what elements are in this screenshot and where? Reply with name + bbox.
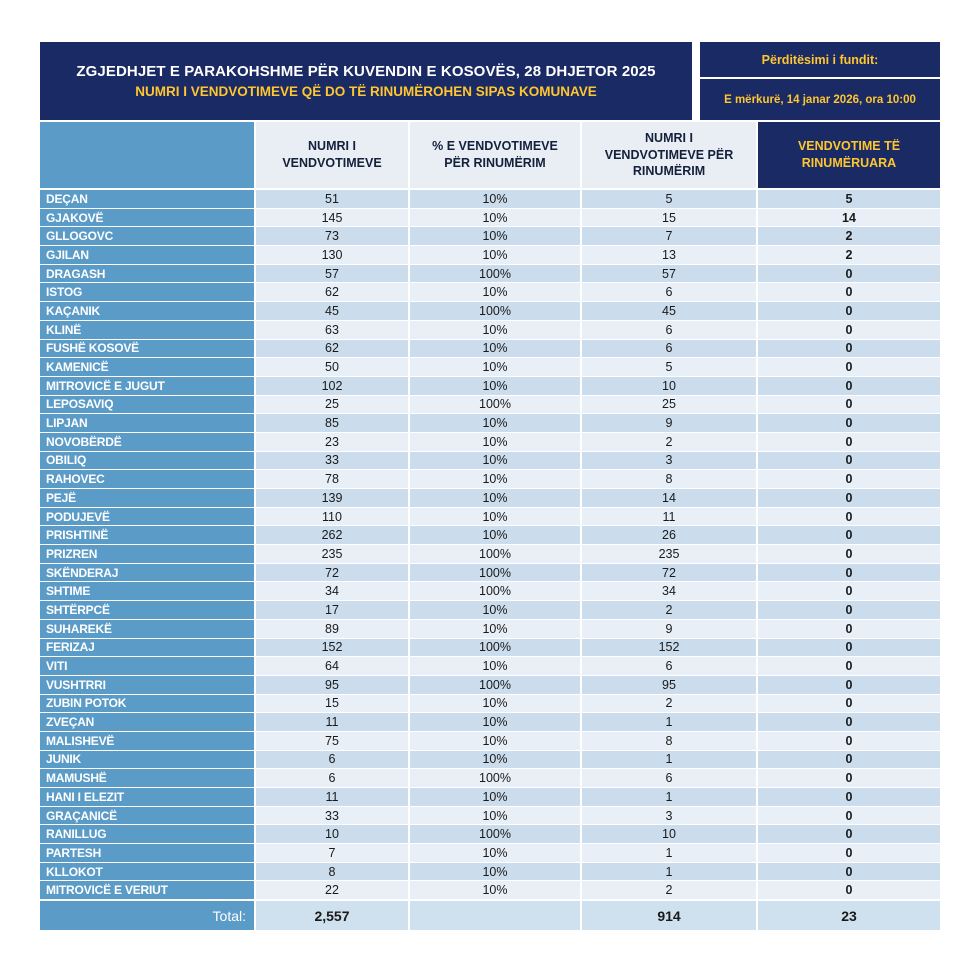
recounted-cell: 0 [758,508,940,526]
polling-stations-cell: 110 [256,508,408,526]
recounted-cell: 0 [758,489,940,507]
recount-count-cell: 2 [582,881,756,899]
recounted-cell: 0 [758,695,940,713]
recounted-cell: 0 [758,601,940,619]
recounted-cell: 0 [758,620,940,638]
recount-count-cell: 8 [582,732,756,750]
polling-stations-cell: 45 [256,302,408,320]
recounted-cell: 0 [758,751,940,769]
polling-stations-cell: 235 [256,545,408,563]
header-recount-count: NUMRI I VENDVOTIMEVE PËR RINUMËRIM [582,122,756,188]
polling-stations-cell: 62 [256,283,408,301]
municipality-cell: SHTIME [40,582,254,600]
recount-count-cell: 9 [582,620,756,638]
recount-percent-cell: 10% [410,807,580,825]
recounted-cell: 0 [758,807,940,825]
recount-percent-cell: 10% [410,470,580,488]
recounted-cell: 0 [758,582,940,600]
municipality-cell: MALISHEVË [40,732,254,750]
recount-percent-cell: 10% [410,881,580,899]
municipality-cell: MITROVICË E VERIUT [40,881,254,899]
table-row [40,713,940,731]
recounted-cell: 0 [758,433,940,451]
recount-count-cell: 26 [582,526,756,544]
recount-count-cell: 2 [582,695,756,713]
polling-stations-cell: 85 [256,414,408,432]
municipality-cell: RANILLUG [40,825,254,843]
polling-stations-cell: 145 [256,209,408,227]
municipality-cell: ZVEÇAN [40,713,254,731]
polling-stations-cell: 11 [256,713,408,731]
table-row [40,639,940,657]
recount-count-cell: 10 [582,825,756,843]
table-row [40,564,940,582]
table-row [40,620,940,638]
recounted-cell: 0 [758,358,940,376]
table-row [40,190,940,208]
municipality-cell: PEJË [40,489,254,507]
recount-count-cell: 1 [582,788,756,806]
recount-count-cell: 235 [582,545,756,563]
recount-percent-cell: 100% [410,582,580,600]
recount-count-cell: 1 [582,713,756,731]
municipality-cell: PODUJEVË [40,508,254,526]
recounted-cell: 0 [758,769,940,787]
municipality-cell: SUHAREKË [40,620,254,638]
recount-count-cell: 7 [582,227,756,245]
recount-percent-cell: 10% [410,227,580,245]
recounted-cell: 0 [758,302,940,320]
table-row [40,825,940,843]
polling-stations-cell: 102 [256,377,408,395]
table-row [40,470,940,488]
polling-stations-cell: 62 [256,340,408,358]
polling-stations-cell: 130 [256,246,408,264]
municipality-cell: RAHOVEC [40,470,254,488]
table-row [40,377,940,395]
municipality-cell: GJAKOVË [40,209,254,227]
polling-stations-cell: 34 [256,582,408,600]
recounted-cell: 0 [758,825,940,843]
recount-percent-cell: 10% [410,695,580,713]
table-row [40,209,940,227]
recount-count-cell: 10 [582,377,756,395]
recount-percent-cell: 10% [410,732,580,750]
polling-stations-cell: 152 [256,639,408,657]
recount-count-cell: 15 [582,209,756,227]
polling-stations-cell: 6 [256,769,408,787]
total-recount-percent [410,901,580,930]
report-title-block [40,42,692,120]
table-row [40,601,940,619]
recount-percent-cell: 10% [410,713,580,731]
recounted-cell: 0 [758,788,940,806]
polling-stations-cell: 73 [256,227,408,245]
table-body [40,190,940,899]
total-label: Total: [40,901,254,930]
recount-count-cell: 8 [582,470,756,488]
report-header [40,42,940,120]
header-recount-percent: % E VENDVOTIMEVE PËR RINUMËRIM [410,122,580,188]
table-total-row [40,901,940,930]
municipality-cell: FUSHË KOSOVË [40,340,254,358]
polling-stations-cell: 11 [256,788,408,806]
polling-stations-cell: 89 [256,620,408,638]
recount-percent-cell: 100% [410,545,580,563]
recount-count-cell: 6 [582,283,756,301]
polling-stations-cell: 22 [256,881,408,899]
report-subtitle: NUMRI I VENDVOTIMEVE QË DO TË RINUMËROHEN SIPAS KOMUNAVE [135,84,597,99]
polling-stations-cell: 262 [256,526,408,544]
recounted-cell: 0 [758,414,940,432]
total-polling-stations: 2,557 [256,901,408,930]
municipality-cell: MAMUSHË [40,769,254,787]
header-municipality-cell [40,122,254,188]
municipality-cell: KLINË [40,321,254,339]
polling-stations-cell: 33 [256,452,408,470]
recounted-cell: 0 [758,526,940,544]
recount-percent-cell: 100% [410,676,580,694]
recounted-cell: 0 [758,844,940,862]
recounted-cell: 2 [758,227,940,245]
recount-count-cell: 152 [582,639,756,657]
table-row [40,265,940,283]
recount-percent-cell: 100% [410,825,580,843]
municipality-cell: LIPJAN [40,414,254,432]
table-row [40,489,940,507]
table-row [40,807,940,825]
recounted-cell: 0 [758,396,940,414]
polling-stations-cell: 50 [256,358,408,376]
table-row [40,881,940,899]
table-row [40,452,940,470]
recount-count-cell: 95 [582,676,756,694]
recounted-cell: 14 [758,209,940,227]
municipality-cell: LEPOSAVIQ [40,396,254,414]
recounted-cell: 0 [758,283,940,301]
table-row [40,283,940,301]
recount-count-cell: 6 [582,657,756,675]
recounted-cell: 0 [758,676,940,694]
recount-percent-cell: 100% [410,396,580,414]
recount-count-cell: 5 [582,358,756,376]
recount-count-cell: 57 [582,265,756,283]
recount-percent-cell: 10% [410,489,580,507]
municipality-cell: MITROVICË E JUGUT [40,377,254,395]
recount-percent-cell: 10% [410,433,580,451]
table-row [40,414,940,432]
recount-count-cell: 6 [582,769,756,787]
recount-percent-cell: 10% [410,751,580,769]
last-update-block [700,42,940,120]
recount-percent-cell: 10% [410,283,580,301]
recounted-cell: 0 [758,265,940,283]
recount-count-cell: 1 [582,751,756,769]
recount-percent-cell: 10% [410,377,580,395]
municipality-cell: KAÇANIK [40,302,254,320]
municipality-cell: JUNIK [40,751,254,769]
municipality-cell: DRAGASH [40,265,254,283]
table-row [40,732,940,750]
recount-count-cell: 3 [582,452,756,470]
polling-stations-cell: 15 [256,695,408,713]
recount-percent-cell: 10% [410,246,580,264]
recount-percent-cell: 10% [410,414,580,432]
polling-stations-cell: 63 [256,321,408,339]
table-row [40,227,940,245]
polling-stations-cell: 139 [256,489,408,507]
table-row [40,358,940,376]
municipality-cell: OBILIQ [40,452,254,470]
recount-percent-cell: 100% [410,769,580,787]
table-row [40,433,940,451]
table-row [40,321,940,339]
municipality-cell: ZUBIN POTOK [40,695,254,713]
last-update-value: E mërkurë, 14 janar 2026, ora 10:00 [724,93,916,106]
recount-percent-cell: 10% [410,321,580,339]
municipality-cell: PARTESH [40,844,254,862]
table-row [40,246,940,264]
recount-count-cell: 2 [582,601,756,619]
recounted-cell: 0 [758,452,940,470]
recount-count-cell: 2 [582,433,756,451]
recount-percent-cell: 10% [410,340,580,358]
municipality-cell: GJILAN [40,246,254,264]
recount-count-cell: 13 [582,246,756,264]
recount-percent-cell: 10% [410,190,580,208]
table-row [40,769,940,787]
recount-count-cell: 6 [582,340,756,358]
recount-count-cell: 14 [582,489,756,507]
recount-percent-cell: 100% [410,564,580,582]
table-row [40,545,940,563]
recounted-cell: 0 [758,732,940,750]
recount-count-cell: 25 [582,396,756,414]
table-row [40,526,940,544]
recount-count-cell: 72 [582,564,756,582]
municipality-cell: KAMENICË [40,358,254,376]
recounted-cell: 0 [758,470,940,488]
recount-count-cell: 45 [582,302,756,320]
polling-stations-cell: 17 [256,601,408,619]
polling-stations-cell: 51 [256,190,408,208]
recount-percent-cell: 10% [410,358,580,376]
table-row [40,302,940,320]
recount-percent-cell: 10% [410,526,580,544]
polling-stations-cell: 10 [256,825,408,843]
recount-percent-cell: 100% [410,302,580,320]
table-header-row [40,122,940,188]
polling-stations-cell: 7 [256,844,408,862]
polling-stations-cell: 6 [256,751,408,769]
table-row [40,396,940,414]
polling-stations-cell: 33 [256,807,408,825]
last-update-label: Përditësimi i fundit: [700,42,940,79]
table-row [40,695,940,713]
recount-percent-cell: 10% [410,620,580,638]
recount-count-cell: 6 [582,321,756,339]
recount-percent-cell: 10% [410,209,580,227]
recount-count-cell: 5 [582,190,756,208]
recount-percent-cell: 10% [410,844,580,862]
municipality-cell: PRIZREN [40,545,254,563]
table-row [40,788,940,806]
recount-count-cell: 34 [582,582,756,600]
table-row [40,751,940,769]
recount-count-cell: 11 [582,508,756,526]
table-row [40,582,940,600]
recounted-cell: 0 [758,639,940,657]
recount-percent-cell: 10% [410,657,580,675]
recounted-cell: 0 [758,564,940,582]
municipality-cell: GLLOGOVC [40,227,254,245]
polling-stations-cell: 75 [256,732,408,750]
recount-percent-cell: 10% [410,601,580,619]
municipality-cell: DEÇAN [40,190,254,208]
total-recount-count: 914 [582,901,756,930]
recounted-cell: 0 [758,321,940,339]
recount-percent-cell: 100% [410,265,580,283]
report-title: ZGJEDHJET E PARAKOHSHME PËR KUVENDIN E KOSOVËS, 28 DHJETOR 2025 [76,63,656,80]
table-row [40,844,940,862]
recounted-cell: 0 [758,657,940,675]
recounted-cell: 0 [758,377,940,395]
municipality-cell: FERIZAJ [40,639,254,657]
recount-percent-cell: 100% [410,639,580,657]
recounted-cell: 2 [758,246,940,264]
polling-stations-cell: 95 [256,676,408,694]
recount-count-cell: 3 [582,807,756,825]
municipality-cell: SHTËRPCË [40,601,254,619]
municipality-cell: VUSHTRRI [40,676,254,694]
recounted-cell: 0 [758,881,940,899]
recount-count-cell: 9 [582,414,756,432]
polling-stations-cell: 25 [256,396,408,414]
recount-percent-cell: 10% [410,452,580,470]
polling-stations-cell: 8 [256,863,408,881]
report-sheet [40,42,940,930]
header-polling-stations: NUMRI I VENDVOTIMEVE [256,122,408,188]
table-row [40,676,940,694]
table-row [40,508,940,526]
recounted-cell: 0 [758,713,940,731]
municipality-cell: KLLOKOT [40,863,254,881]
recount-percent-cell: 10% [410,788,580,806]
polling-stations-cell: 78 [256,470,408,488]
polling-stations-cell: 72 [256,564,408,582]
municipality-cell: PRISHTINË [40,526,254,544]
recount-count-cell: 1 [582,844,756,862]
municipality-cell: SKËNDERAJ [40,564,254,582]
recount-percent-cell: 10% [410,508,580,526]
polling-stations-cell: 23 [256,433,408,451]
municipality-cell: ISTOG [40,283,254,301]
header-recounted: VENDVOTIME TË RINUMËRUARA [758,122,940,188]
municipality-cell: NOVOBËRDË [40,433,254,451]
municipality-cell: HANI I ELEZIT [40,788,254,806]
municipality-cell: VITI [40,657,254,675]
total-recounted: 23 [758,901,940,930]
recounted-cell: 0 [758,340,940,358]
municipality-cell: GRAÇANICË [40,807,254,825]
recounted-cell: 0 [758,863,940,881]
polling-stations-cell: 57 [256,265,408,283]
table-row [40,657,940,675]
recount-count-cell: 1 [582,863,756,881]
polling-stations-cell: 64 [256,657,408,675]
table-row [40,340,940,358]
recounted-cell: 0 [758,545,940,563]
recount-percent-cell: 10% [410,863,580,881]
table-row [40,863,940,881]
recounted-cell: 5 [758,190,940,208]
